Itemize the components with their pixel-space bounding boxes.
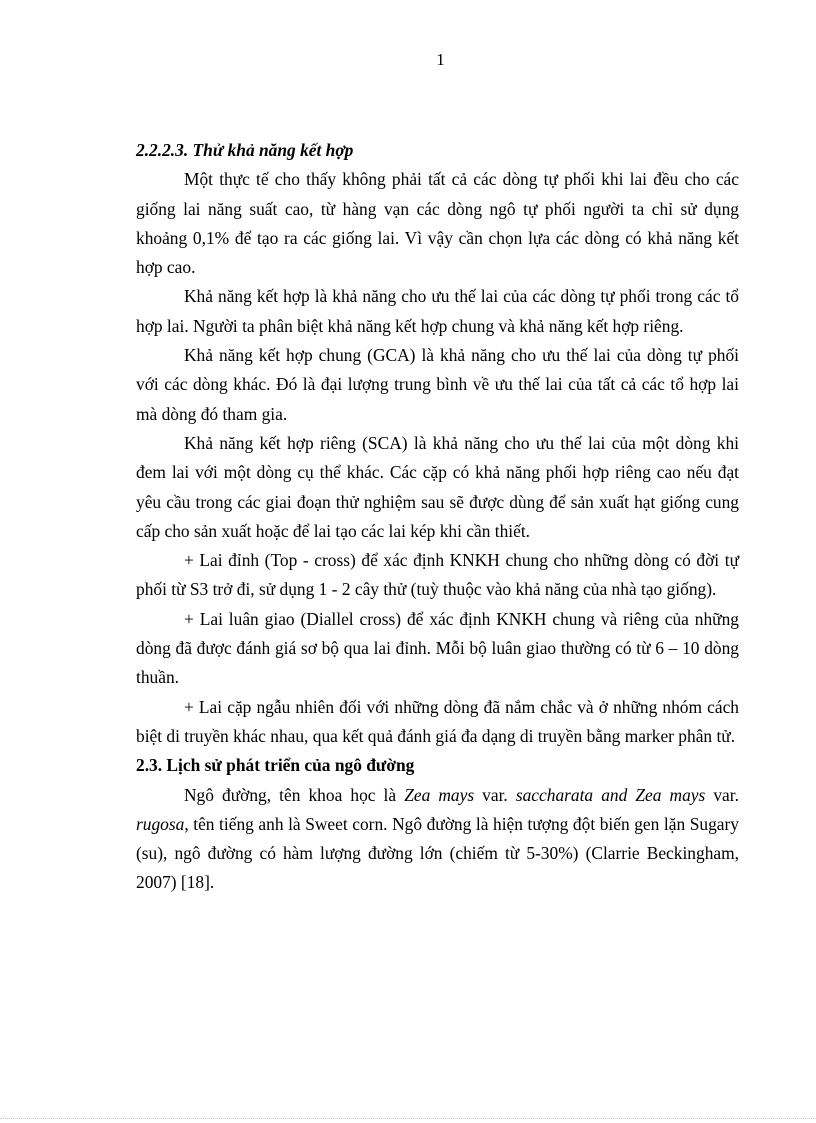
document-body xyxy=(136,136,739,898)
paragraph: Một thực tế cho thấy không phải tất cả các dòng tự phối khi lai đều cho các giống lai năng suất cao, từ hàng vạn các dòng ngô tự phối người ta chỉ sử dụng khoảng 0,1% để tạo ra các giống lai. Vì vậy cần chọn lựa các dòng có khả năng kết hợp cao. xyxy=(136,169,739,278)
section-heading-2-2-2-3: 2.2.2.3. Thử khả năng kết hợp xyxy=(136,140,354,160)
text-segment: var. xyxy=(474,784,516,805)
text-segment: Ngô đường, tên khoa học là xyxy=(184,784,405,805)
paragraph: Khả năng kết hợp là khả năng cho ưu thế lai của các dòng tự phối trong các tổ hợp lai. Người ta phân biệt khả năng kết hợp chung và khả năng kết hợp riêng. xyxy=(136,286,739,336)
section-heading-2-3: 2.3. Lịch sử phát triển của ngô đường xyxy=(136,755,415,776)
paragraph: Khả năng kết hợp riêng (SCA) là khả năng cho ưu thế lai của một dòng khi đem lai với một dòng cụ thể khác. Các cặp có khả năng phối hợp riêng cao nếu đạt yêu cầu trong các giai đoạn thử nghiệm sau sẽ được dùng để sản xuất hạt giống cung cấp cho sản xuất hoặc để lai tạo các lai kép khi cần thiết. xyxy=(136,432,739,541)
bullet-paragraph-diallel-cross: + Lai luân giao (Diallel cross) để xác định KNKH chung và riêng của những dòng đã được đánh giá sơ bộ qua lai đỉnh. Mỗi bộ luân giao thường có từ 6 – 10 dòng thuần. xyxy=(136,608,739,688)
page-number: 1 xyxy=(436,50,445,69)
sweet-corn-paragraph xyxy=(136,781,739,898)
scientific-name: Zea mays xyxy=(404,784,475,805)
bullet-paragraph-top-cross: + Lai đỉnh (Top - cross) để xác định KNKH chung cho những dòng có đời tự phối từ S3 trở đi, sử dụng 1 - 2 cây thử (tuỳ thuộc vào khả năng của nhà tạo giống). xyxy=(136,550,739,600)
scientific-name: rugosa xyxy=(136,813,185,834)
scientific-name: saccharata and Zea mays xyxy=(515,784,706,805)
text-segment: var. xyxy=(705,784,739,805)
paragraph: Khả năng kết hợp chung (GCA) là khả năng cho ưu thế lai của dòng tự phối với các dòng khác. Đó là đại lượng trung bình về ưu thế lai của tất cả các tổ hợp lai mà dòng đó tham gia. xyxy=(136,345,739,424)
bullet-paragraph-random-pair: + Lai cặp ngẫu nhiên đối với những dòng đã nắm chắc và ở những nhóm cách biệt di truyền khác nhau, qua kết quả đánh giá đa dạng di truyền bằng marker phân tử. xyxy=(136,696,739,746)
page-bottom-rule xyxy=(0,1118,816,1119)
text-segment: , tên tiếng anh là Sweet corn. Ngô đường là hiện tượng đột biến gen lặn Sugary (su), ngô đường có hàm lượng đường lớn (chiếm từ 5-30%) (Clarrie Beckingham, 2007) [18]. xyxy=(136,813,739,893)
